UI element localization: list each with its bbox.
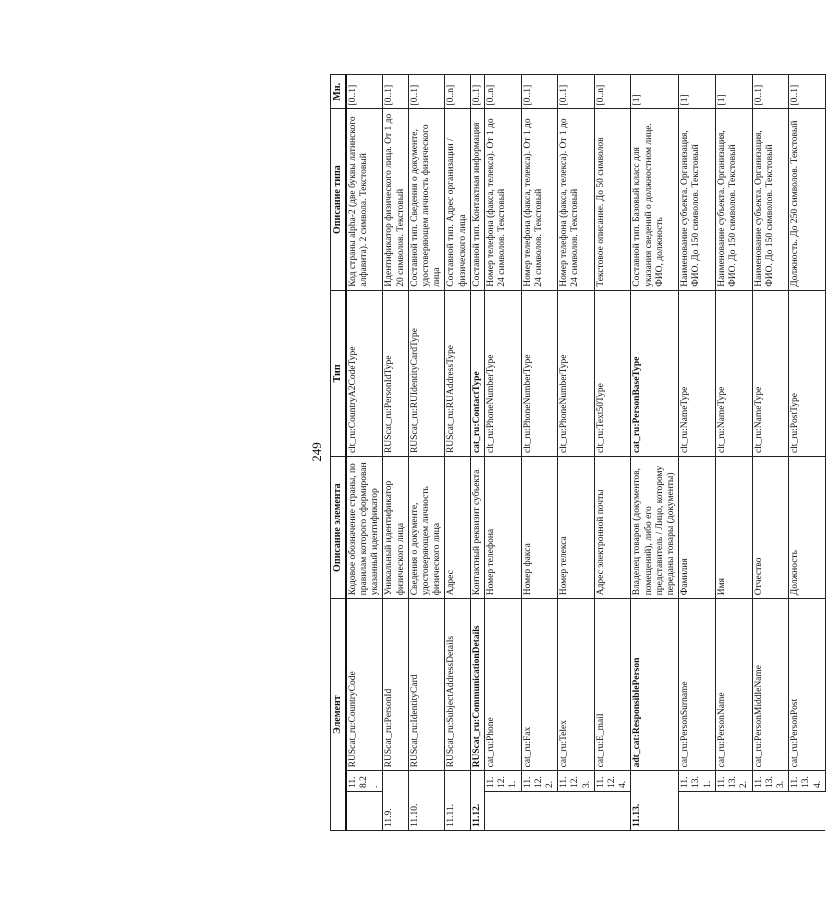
rotated-table-container [330,74,823,831]
type-name: clt_ru:NameType [679,290,716,456]
element-name: RUScat_ru:CommunicationDetails [470,599,484,771]
type-description: Наименование субъекта. Организация, ФИО. До 150 символов. Текстовый [715,109,752,290]
element-description: Контактный реквизит субъекта [470,457,484,599]
page-number: 249 [308,442,324,462]
element-description: Номер факса [521,457,558,599]
element-name: cat_ru:PersonSurname [679,599,716,771]
type-name: clt_ru:PostType [789,290,826,456]
header-multiplicity: Мн. [331,75,346,109]
element-description: Владелец товаров (документов, помещений), либо его представитель / Лицо, которому переданы товары (документы) [631,457,679,599]
table-header-row [331,75,346,831]
type-name: clt_ru:PhoneNumberType [558,290,595,456]
table-row [715,75,752,831]
element-description: Адрес [445,457,470,599]
multiplicity: [0..1] [752,75,789,109]
table-row [679,75,716,831]
type-description: Номер телефона (факса, телекса). От 1 до 24 символов. Текстовый [521,109,558,290]
table-row [752,75,789,831]
type-name: clt_ru:NameType [752,290,789,456]
type-name: RUScat_ru:PersonIdType [383,290,408,456]
row-number: 11.12. [470,771,484,831]
type-description: Составной тип. Сведения о документе, удостоверяющем личность физического лица [408,109,445,290]
row-number: 11.13.1. [679,771,716,792]
type-name: clt_ru:CountryA2CodeType [346,290,383,456]
type-description: Код страны alpha-2 (две буквы латинского алфавита). 2 символа. Текстовый [346,109,383,290]
header-type-description: Описание типа [331,109,346,290]
type-description: Составной тип. Контактная информация [470,109,484,290]
row-number: 11.12.4. [594,771,631,792]
element-name: RUScat_ru:SubjectAddressDetails [445,599,470,771]
table-row [521,75,558,831]
type-name: RUScat_ru:RUIdentityCardType [408,290,445,456]
element-table [330,74,826,831]
table-row [470,75,484,831]
row-number: 11.8.2. [346,771,383,792]
element-name: RUScat_ru:CountryCode [346,599,383,771]
indent-cell [679,792,716,831]
element-description: Сведения о документе, удостоверяющем личность физического лица [408,457,445,599]
indent-cell [789,792,826,831]
indent-cell [594,792,631,831]
element-name: cat_ru:PersonName [715,599,752,771]
row-number: 11.12.2. [521,771,558,792]
type-description: Номер телефона (факса, телекса). От 1 до 24 символов. Текстовый [558,109,595,290]
row-number: 11.13.3. [752,771,789,792]
type-description: Номер телефона (факса, телекса). От 1 до 24 символов. Текстовый [485,109,522,290]
multiplicity: [0..1] [408,75,445,109]
type-name: clt_ru:PhoneNumberType [485,290,522,456]
multiplicity: [0..1] [470,75,484,109]
element-description: Номер телекса [558,457,595,599]
row-number: 11.12.1. [485,771,522,792]
row-number: 11.13.4. [789,771,826,792]
table-row [789,75,826,831]
type-name: clt_ru:NameType [715,290,752,456]
multiplicity: [1] [631,75,679,109]
element-description: Адрес электронной почты [594,457,631,599]
multiplicity: [1] [679,75,716,109]
type-description: Должность. До 250 символов. Текстовый [789,109,826,290]
table-row [346,75,383,831]
row-number: 11.10. [408,771,445,831]
element-name: cat_ru:E_mail [594,599,631,771]
row-number: 11.13. [631,771,679,831]
row-number: 11.11. [445,771,470,831]
type-description: Составной тип. Базовый класс для указания сведений о должностном лице. ФИО, должность [631,109,679,290]
type-name: clt_ru:Text50Type [594,290,631,456]
element-description: Кодовое обозначение страны, по правилам которого сформирован указанный идентификатор [346,457,383,599]
multiplicity: [0..1] [558,75,595,109]
multiplicity: [1] [715,75,752,109]
element-name: cat_ru:PersonMiddleName [752,599,789,771]
row-number: 11.13.2. [715,771,752,792]
multiplicity: [0..n] [445,75,470,109]
element-description: Имя [715,457,752,599]
table-row [445,75,470,831]
indent-cell [715,792,752,831]
row-number: 11.12.3. [558,771,595,792]
multiplicity: [0..1] [789,75,826,109]
table-row [594,75,631,831]
type-name: clt_ru:PhoneNumberType [521,290,558,456]
element-name: adt_cat:ResponsiblePerson [631,599,679,771]
type-description: Идентификатор физического лица. От 1 до 20 символов. Текстовый [383,109,408,290]
type-name: RUScat_ru:RUAddressType [445,290,470,456]
type-name: cat_ru:ContactType [470,290,484,456]
indent-cell [558,792,595,831]
multiplicity: [0..1] [383,75,408,109]
type-description: Составной тип. Адрес организации / физического лица [445,109,470,290]
header-element-description: Описание элемента [331,457,346,599]
table-row [485,75,522,831]
indent-cell [485,792,522,831]
element-description: Отчество [752,457,789,599]
element-name: RUScat_ru:IdentityCard [408,599,445,771]
element-description: Номер телефона [485,457,522,599]
multiplicity: [0..1] [346,75,383,109]
indent-cell [521,792,558,831]
table-body [346,75,825,831]
header-type: Тип [331,290,346,456]
multiplicity: [0..n] [485,75,522,109]
multiplicity: [0..1] [521,75,558,109]
element-name: cat_ru:Telex [558,599,595,771]
multiplicity: [0..n] [594,75,631,109]
element-name: cat_ru:Phone [485,599,522,771]
type-description: Наименование субъекта. Организация, ФИО. До 150 символов. Текстовый [752,109,789,290]
indent-cell [752,792,789,831]
indent-cell [346,792,383,831]
type-name: cat_ru:PersonBaseType [631,290,679,456]
table-row [631,75,679,831]
table-row [408,75,445,831]
element-description: Должность [789,457,826,599]
table-row [558,75,595,831]
element-name: RUScat_ru:PersonId [383,599,408,771]
type-description: Наименование субъекта. Организация, ФИО. До 150 символов. Текстовый [679,109,716,290]
table-row [383,75,408,831]
element-description: Уникальный идентификатор физического лица [383,457,408,599]
element-description: Фамилия [679,457,716,599]
element-name: cat_ru:Fax [521,599,558,771]
row-number: 11.9. [383,771,408,831]
type-description: Текстовое описание. До 50 символов [594,109,631,290]
header-element: Элемент [331,599,346,831]
element-name: cat_ru:PersonPost [789,599,826,771]
